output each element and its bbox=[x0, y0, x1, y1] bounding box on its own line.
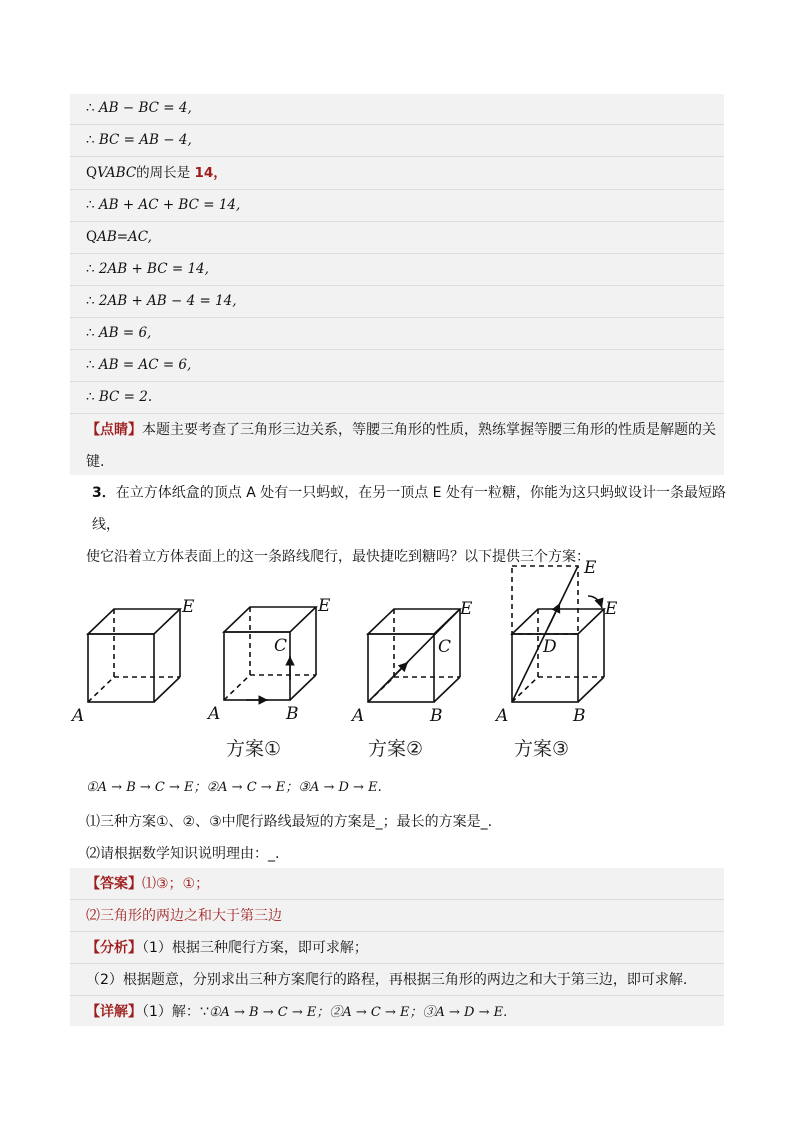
cube-scheme-3 bbox=[512, 566, 604, 702]
analysis-line-1: （1）根据三种爬行方案，即可求解； bbox=[142, 940, 368, 956]
solution-step: ∴ AB = AC = 6, bbox=[86, 357, 192, 373]
solution-step: ∴ AB + AC + BC = 14, bbox=[86, 197, 241, 213]
routes-line: ①A → B → C → E；②A → C → E；③A → D → E. bbox=[86, 780, 382, 795]
answer-block bbox=[86, 868, 720, 1029]
divider bbox=[70, 189, 724, 190]
label-b: B bbox=[430, 706, 443, 726]
comment-text-continued: 键. bbox=[86, 454, 105, 470]
answer-line-1: ⑴③；①； bbox=[142, 876, 210, 892]
detail-expr: ①A → B → C → E；②A → C → E；③A → D → E. bbox=[208, 1005, 508, 1020]
solution-step: ∴ 2AB + AB − 4 = 14, bbox=[86, 293, 237, 309]
sub-questions bbox=[86, 806, 720, 870]
question-text-continued: 使它沿着立方体表面上的这一条路线爬行，最快捷吃到糖吗？以下提供三个方案： bbox=[86, 549, 590, 565]
label-c: C bbox=[274, 636, 288, 656]
comment-tag: 【点睛】 bbox=[86, 422, 142, 438]
label-e-unfolded: E bbox=[584, 558, 597, 578]
sub-question-2: ⑵请根据数学知识说明理由：_. bbox=[86, 846, 280, 862]
divider bbox=[70, 221, 724, 222]
solution-step: ∴ AB − BC = 4, bbox=[86, 100, 192, 116]
cube-scheme-1 bbox=[224, 607, 316, 700]
solution-step: ∴ BC = 2. bbox=[86, 389, 153, 405]
solution-step: QAB=AC, bbox=[86, 229, 152, 245]
cube-figure bbox=[70, 548, 630, 768]
sub-question-1: ⑴三种方案①、②、③中爬行路线最短的方案是_；最长的方案是_. bbox=[86, 814, 493, 830]
label-d: D bbox=[543, 637, 557, 657]
caption-scheme-2: 方案② bbox=[368, 738, 424, 760]
divider bbox=[70, 317, 724, 318]
comment-block bbox=[86, 414, 720, 478]
label-b: B bbox=[573, 706, 586, 726]
label-e: E bbox=[460, 599, 473, 619]
label-b: B bbox=[286, 704, 299, 724]
label-e: E bbox=[182, 597, 195, 617]
label-a: A bbox=[208, 704, 221, 724]
solution-step: ∴ BC = AB − 4, bbox=[86, 132, 192, 148]
divider bbox=[70, 253, 724, 254]
label-e: E bbox=[605, 599, 618, 619]
divider bbox=[70, 124, 724, 125]
label-a: A bbox=[496, 706, 509, 726]
question-number: 3． bbox=[92, 485, 116, 501]
label-c: C bbox=[438, 637, 452, 657]
detail-prefix: （1）解：∵ bbox=[142, 1004, 209, 1020]
solution-step: ∴ AB = 6, bbox=[86, 325, 152, 341]
analysis-line-2: （2）根据题意，分别求出三种方案爬行的路程，再根据三角形的两边之和大于第三边，即可求解. bbox=[86, 972, 688, 988]
divider bbox=[70, 285, 724, 286]
answer-tag: 【答案】 bbox=[86, 876, 142, 892]
divider bbox=[70, 156, 724, 157]
label-e: E bbox=[318, 596, 331, 616]
comment-text: 本题主要考查了三角形三边关系，等腰三角形的性质，熟练掌握等腰三角形的性质是解题的关 bbox=[142, 422, 716, 438]
solution-step: ∴ 2AB + BC = 14, bbox=[86, 261, 209, 277]
caption-scheme-3: 方案③ bbox=[514, 738, 570, 760]
detail-tag: 【详解】 bbox=[86, 1004, 142, 1020]
analysis-tag: 【分析】 bbox=[86, 940, 142, 956]
label-a: A bbox=[72, 706, 85, 726]
question-text: 在立方体纸盒的顶点 A 处有一只蚂蚁，在另一顶点 E 处有一粒糖，你能为这只蚂蚁设计一条最短路线， bbox=[92, 485, 726, 533]
divider bbox=[70, 381, 724, 382]
cube-plain bbox=[88, 609, 180, 702]
caption-scheme-1: 方案① bbox=[226, 738, 282, 760]
label-a: A bbox=[352, 706, 365, 726]
solution-step: QVABC的周长是 14， bbox=[86, 165, 227, 181]
answer-line-2: ⑵三角形的两边之和大于第三边 bbox=[86, 908, 282, 924]
divider bbox=[70, 349, 724, 350]
